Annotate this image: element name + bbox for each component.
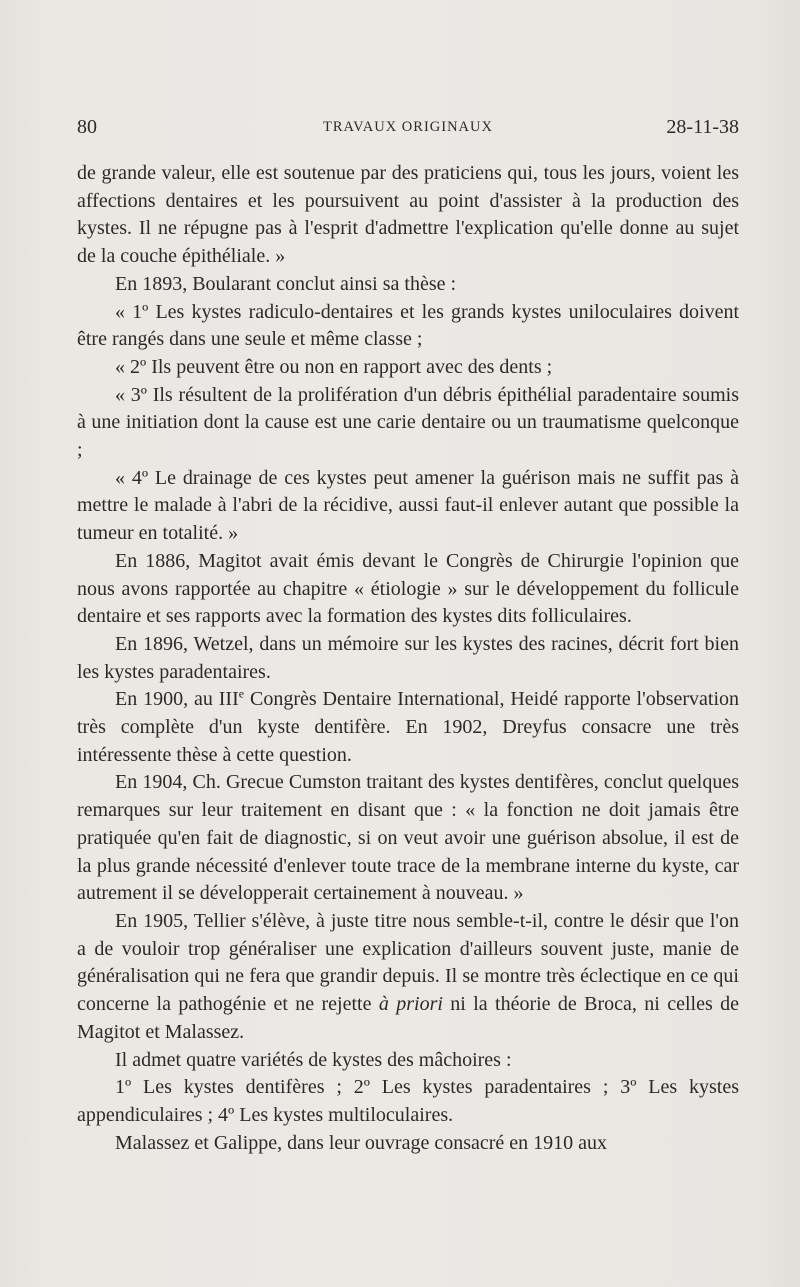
page-number: 80 [77,116,97,138]
page-header [77,116,739,140]
running-title: TRAVAUX ORIGINAUX [323,119,493,135]
paragraph-magitot: En 1886, Magitot avait émis devant le Congrès de Chirurgie l'opinion que nous avons rapportée au chapitre « étiologie » sur le développement du follicule dentaire et ses rapports avec la formation des kystes dits folliculaires. [77,549,739,628]
paragraph-varieties-list: 1º Les kystes dentifères ; 2º Les kystes paradentaires ; 3º Les kystes appendiculaires ; 4º Les kystes multiloculaires. [77,1076,739,1126]
paragraph-heide-end: Congrès Dentaire International, Heidé rapporte l'observation très complète d'un kyste dentifère. En 1902, Dreyfus consacre une très intéressente thèse à cette question. [77,688,739,766]
paragraph-boularant: En 1893, Boularant conclut ainsi sa thèse : [115,272,457,295]
body-text [77,160,739,1157]
paragraph-cumston: En 1904, Ch. Grecue Cumston traitant des kystes dentifères, conclut quelques remarques sur leur traitement en disant que : « la fonction ne doit jamais être pratiquée qu'en fait de diagnostic, si on veut avoir une guérison absolue, il est de la plus grande nécessité d'enlever toute trace de la membrane interne du kyste, car autrement il se développerait certainement à nouveau. » [77,771,739,905]
italic-a-priori: à priori [378,993,443,1016]
paragraph-tellier-end: ni la théorie de Broca, ni celles de Magitot et Malassez. [77,993,740,1043]
paragraph-heide [77,686,739,769]
paragraph-tellier-start: En 1905, Tellier s'élève, à juste titre nous semble-t-il, contre le désir que l'on a de vouloir trop généraliser une explication d'ailleurs souvent juste, manie de généralisation qui ne fera que grandir depuis. Il se montre très éclectique en ce qui concerne la pathogénie et ne rejette [77,909,739,1016]
paragraph-quote-1: « 1º Les kystes radiculo-dentaires et les grands kystes uniloculaires doivent être rangés dans une seule et même classe ; [77,300,739,351]
paragraph-continuation: de grande valeur, elle est soutenue par des praticiens qui, tous les jours, voient les affections dentaires et les poursuivent au point d'assister à la production des kystes. Il ne répugne pas à l'esprit d'admettre l'explication qu'elle donne au sujet de la couche épithéliale. » [77,162,739,268]
paragraph-tellier [77,908,739,1047]
paragraph-varieties-intro: Il admet quatre variétés de kystes des mâchoires : [115,1048,512,1071]
paragraph-heide-start: En 1900, au III [115,688,239,711]
paragraph-quote-2: « 2º Ils peuvent être ou non en rapport avec des dents ; [115,355,553,378]
date-code: 28-11-38 [666,116,739,138]
paragraph-quote-4: « 4º Le drainage de ces kystes peut amener la guérison mais ne suffit pas à mettre le malade à l'abri de la récidive, aussi faut-il enlever autant que possible la tumeur en totalité. » [77,466,739,545]
paragraph-malassez: Malassez et Galippe, dans leur ouvrage consacré en 1910 aux [115,1131,608,1154]
paragraph-quote-3: « 3º Ils résultent de la prolifération d'un débris épithélial paradentaire soumis à une initiation dont la cause est une carie dentaire ou un traumatisme quelconque ; [77,383,739,462]
paragraph-wetzel: En 1896, Wetzel, dans un mémoire sur les kystes des racines, décrit fort bien les kystes paradentaires. [77,632,739,683]
superscript-e: e [238,686,245,701]
